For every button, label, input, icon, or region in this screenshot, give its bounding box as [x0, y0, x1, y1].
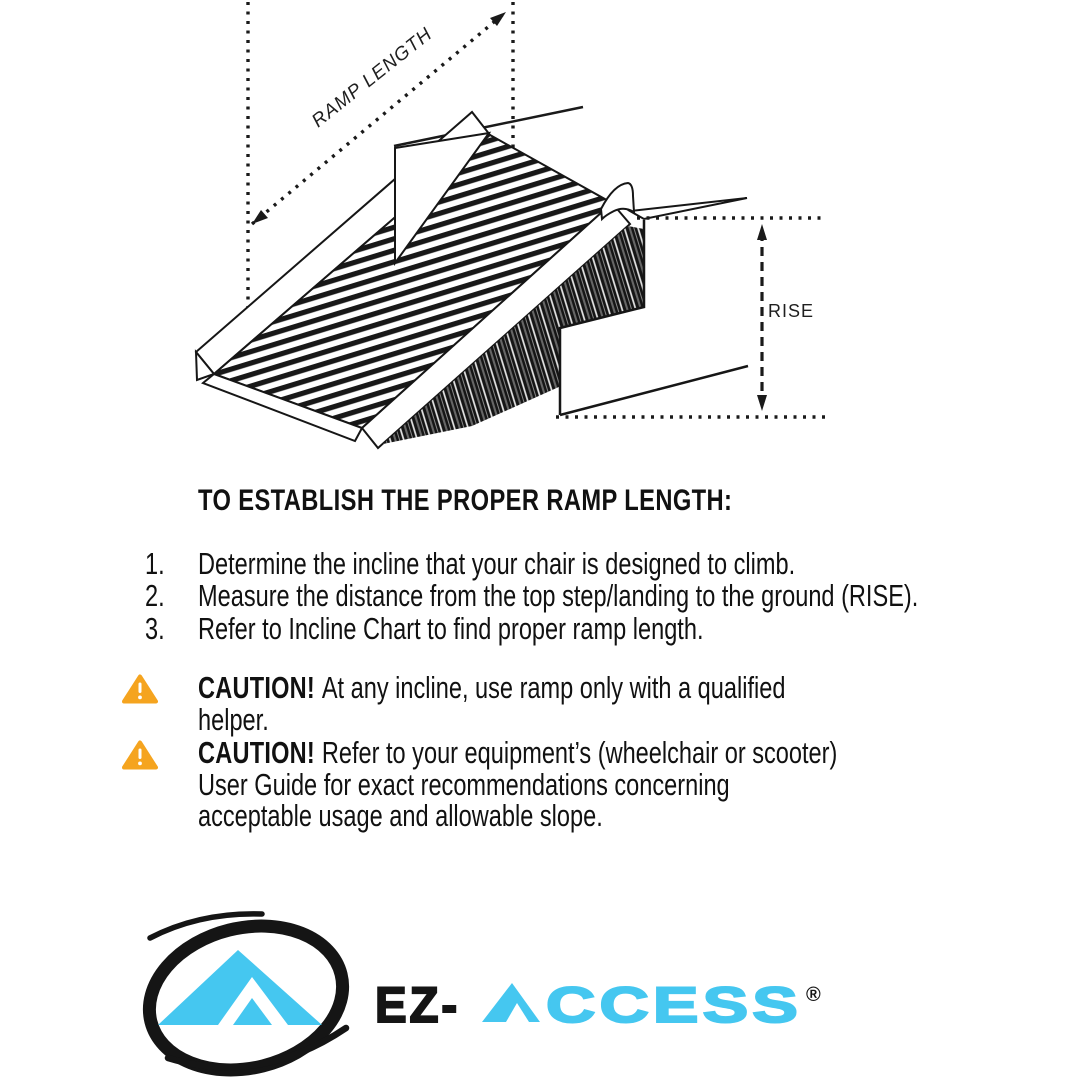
- arrowhead-up: [757, 224, 767, 240]
- step-number: 1.: [145, 546, 165, 581]
- arrowhead-down: [757, 395, 767, 411]
- step-top-face: [630, 198, 747, 219]
- registered-mark: ®: [806, 984, 821, 1006]
- step-text: Measure the distance from the top step/landing to the ground (RISE).: [198, 578, 919, 613]
- warning-triangle-icon: [122, 740, 158, 770]
- caution-text: User Guide for exact recommendations concerning: [198, 766, 730, 802]
- logo-wordmark-access: CCESS: [546, 977, 802, 1033]
- step-text: Determine the incline that your chair is designed to climb.: [198, 546, 796, 581]
- logo-mark: [134, 906, 358, 1080]
- arrowhead-down-left: [252, 210, 268, 224]
- caution-label: CAUTION!: [198, 735, 315, 770]
- rise-label: RISE: [768, 301, 815, 321]
- caution-item: [198, 672, 971, 735]
- step-number: 3.: [145, 611, 165, 646]
- arrowhead-up-right: [490, 12, 506, 26]
- logo-wordmark-ez: EZ-: [375, 977, 460, 1033]
- caution-text: At any incline, use ramp only with a qualified: [321, 670, 786, 705]
- ramp-length-label: RAMP LENGTH: [308, 23, 437, 132]
- step-text: Refer to Incline Chart to find proper ramp length.: [198, 611, 704, 646]
- warning-triangle-icon: [122, 674, 158, 704]
- caution-label: CAUTION!: [198, 670, 315, 705]
- page-title: [198, 484, 874, 518]
- brand-logo: [0, 900, 1080, 1080]
- step-number: 2.: [145, 578, 165, 613]
- caution-text: Refer to your equipment’s (wheelchair or scooter): [321, 735, 838, 770]
- ramp-diagram: [0, 0, 1080, 460]
- caution-item: [198, 737, 1039, 832]
- caution-text: helper.: [198, 701, 269, 737]
- caution-text: acceptable usage and allowable slope.: [198, 798, 603, 833]
- page-title-text: TO ESTABLISH THE PROPER RAMP LENGTH:: [198, 484, 733, 517]
- logo-wordmark: [375, 977, 821, 1033]
